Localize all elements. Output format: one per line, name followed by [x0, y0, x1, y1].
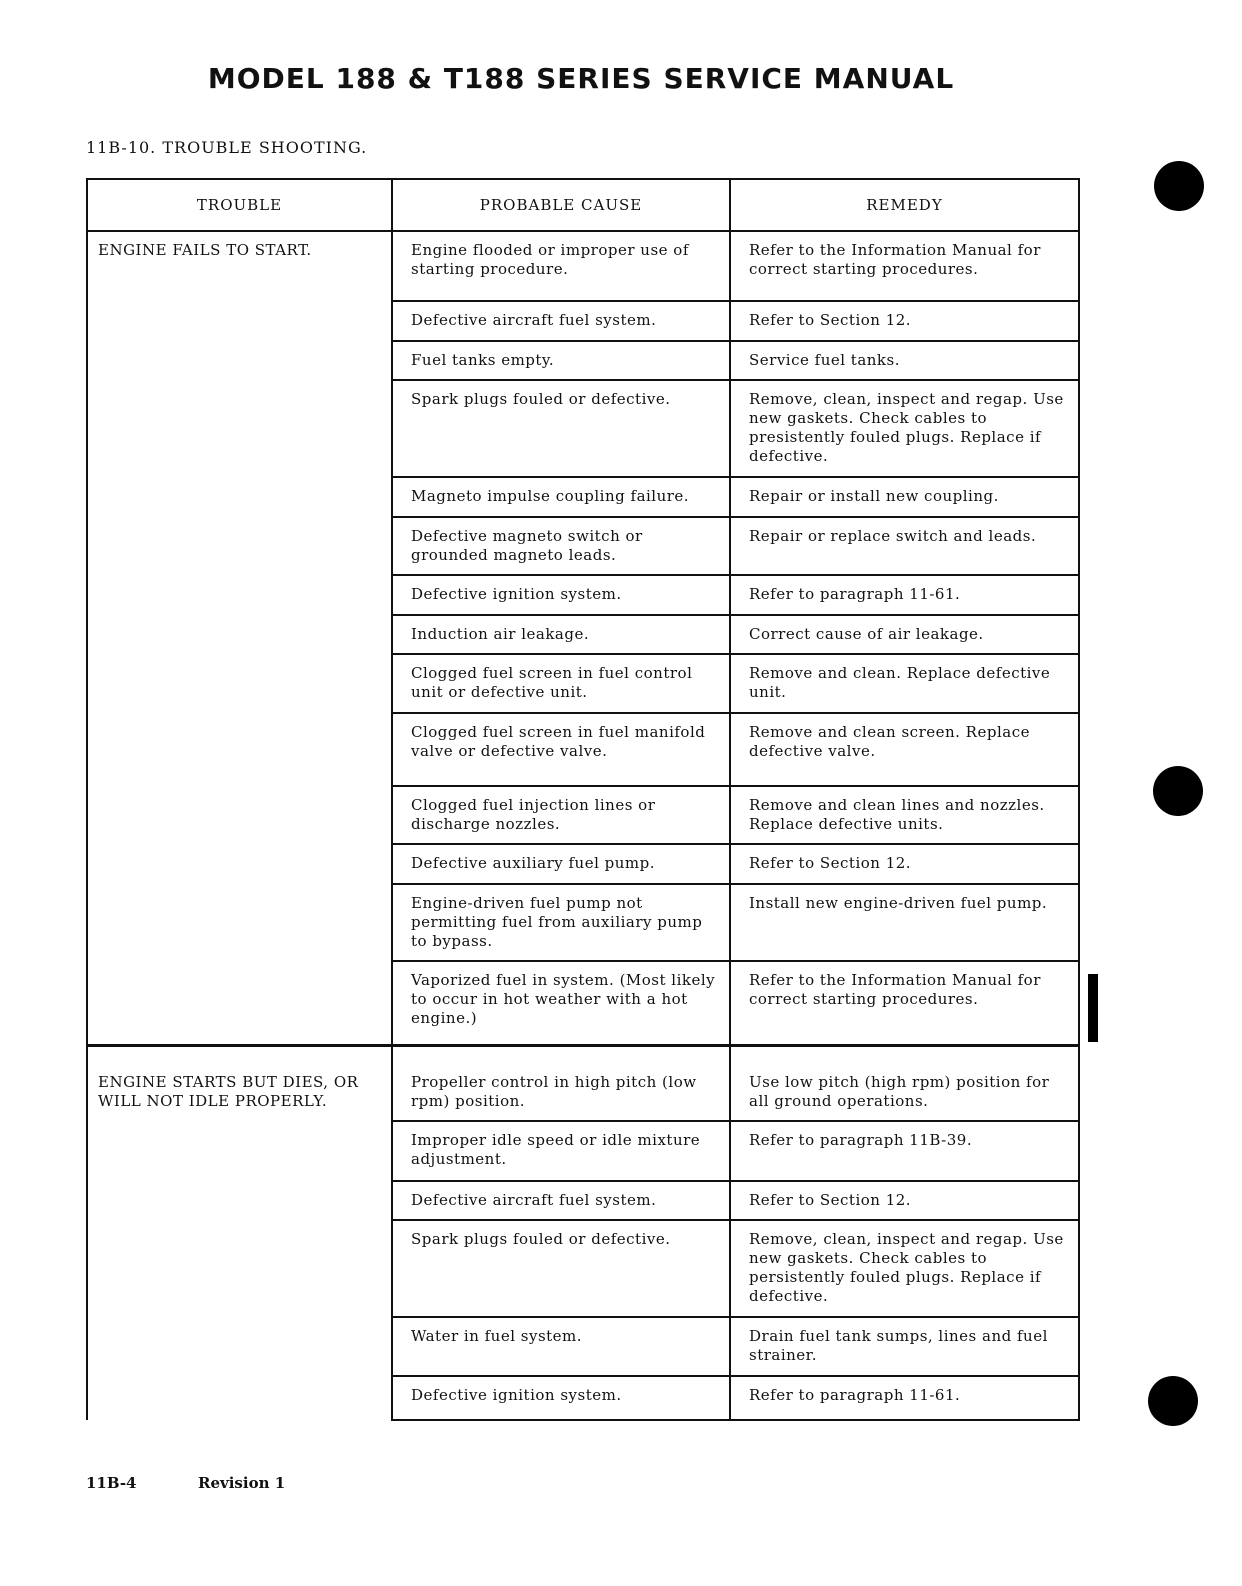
footer-page-number: 11B-4 — [86, 1474, 137, 1492]
remedy-cell: Remove and clean screen. Replace defective valve. — [730, 713, 1079, 786]
cause-cell: Defective ignition system. — [392, 1376, 730, 1420]
section-heading: 11B-10. TROUBLE SHOOTING. — [86, 138, 368, 157]
remedy-cell: Service fuel tanks. — [730, 341, 1079, 380]
remedy-cell: Refer to the Information Manual for correct starting procedures. — [730, 231, 1079, 301]
cause-cell: Spark plugs fouled or defective. — [392, 1220, 730, 1317]
remedy-cell: Correct cause of air leakage. — [730, 615, 1079, 654]
remedy-cell: Refer to Section 12. — [730, 301, 1079, 341]
cause-cell: Induction air leakage. — [392, 615, 730, 654]
remedy-cell: Refer to Section 12. — [730, 844, 1079, 884]
cause-cell: Magneto impulse coupling failure. — [392, 477, 730, 517]
cause-cell: Clogged fuel screen in fuel control unit or defective unit. — [392, 654, 730, 713]
table-row — [87, 231, 1079, 301]
remedy-cell: Use low pitch (high rpm) position for all ground operations. — [730, 1045, 1079, 1121]
cause-cell: Defective magneto switch or grounded magneto leads. — [392, 517, 730, 575]
remedy-cell: Remove and clean. Replace defective unit. — [730, 654, 1079, 713]
cause-cell: Improper idle speed or idle mixture adjustment. — [392, 1121, 730, 1181]
trouble-shooting-table — [86, 178, 1080, 1421]
cause-cell: Water in fuel system. — [392, 1317, 730, 1376]
cause-cell: Clogged fuel injection lines or discharge nozzles. — [392, 786, 730, 844]
cause-cell: Propeller control in high pitch (low rpm) position. — [392, 1045, 730, 1121]
cause-cell: Engine flooded or improper use of starting procedure. — [392, 231, 730, 301]
cause-cell: Defective aircraft fuel system. — [392, 1181, 730, 1220]
remedy-cell: Refer to the Information Manual for correct starting procedures. — [730, 961, 1079, 1045]
cause-cell: Engine-driven fuel pump not permitting fuel from auxiliary pump to bypass. — [392, 884, 730, 961]
remedy-cell: Drain fuel tank sumps, lines and fuel strainer. — [730, 1317, 1079, 1376]
trouble-cell: ENGINE STARTS BUT DIES, OR WILL NOT IDLE PROPERLY. — [87, 1045, 392, 1420]
remedy-cell: Remove, clean, inspect and regap. Use new gaskets. Check cables to persistently fouled plugs. Replace if defective. — [730, 1220, 1079, 1317]
remedy-cell: Install new engine-driven fuel pump. — [730, 884, 1079, 961]
remedy-cell: Remove, clean, inspect and regap. Use new gaskets. Check cables to presistently fouled plugs. Replace if defective. — [730, 380, 1079, 477]
trouble-cell: ENGINE FAILS TO START. — [87, 231, 392, 1045]
page-title: MODEL 188 & T188 SERIES SERVICE MANUAL — [207, 62, 955, 95]
remedy-cell: Refer to Section 12. — [730, 1181, 1079, 1220]
table-body — [87, 231, 1079, 1420]
binder-hole-bottom — [1148, 1376, 1198, 1426]
remedy-cell: Repair or replace switch and leads. — [730, 517, 1079, 575]
table-row — [87, 1045, 1079, 1121]
cause-cell: Defective auxiliary fuel pump. — [392, 844, 730, 884]
cause-cell: Fuel tanks empty. — [392, 341, 730, 380]
cause-cell: Clogged fuel screen in fuel manifold valve or defective valve. — [392, 713, 730, 786]
binder-hole-middle — [1153, 766, 1203, 816]
remedy-cell: Refer to paragraph 11B-39. — [730, 1121, 1079, 1181]
binder-hole-top — [1154, 161, 1204, 211]
cause-cell: Spark plugs fouled or defective. — [392, 380, 730, 477]
remedy-cell: Refer to paragraph 11-61. — [730, 1376, 1079, 1420]
cause-cell: Defective ignition system. — [392, 575, 730, 615]
column-header-cause: PROBABLE CAUSE — [392, 179, 730, 231]
footer-revision: Revision 1 — [198, 1474, 286, 1492]
table-header-row — [87, 179, 1079, 231]
revision-change-bar — [1088, 974, 1098, 1042]
column-header-remedy: REMEDY — [730, 179, 1079, 231]
cause-cell: Vaporized fuel in system. (Most likely to occur in hot weather with a hot engine.) — [392, 961, 730, 1045]
cause-cell: Defective aircraft fuel system. — [392, 301, 730, 341]
remedy-cell: Repair or install new coupling. — [730, 477, 1079, 517]
remedy-cell: Refer to paragraph 11-61. — [730, 575, 1079, 615]
remedy-cell: Remove and clean lines and nozzles. Replace defective units. — [730, 786, 1079, 844]
column-header-trouble: TROUBLE — [87, 179, 392, 231]
